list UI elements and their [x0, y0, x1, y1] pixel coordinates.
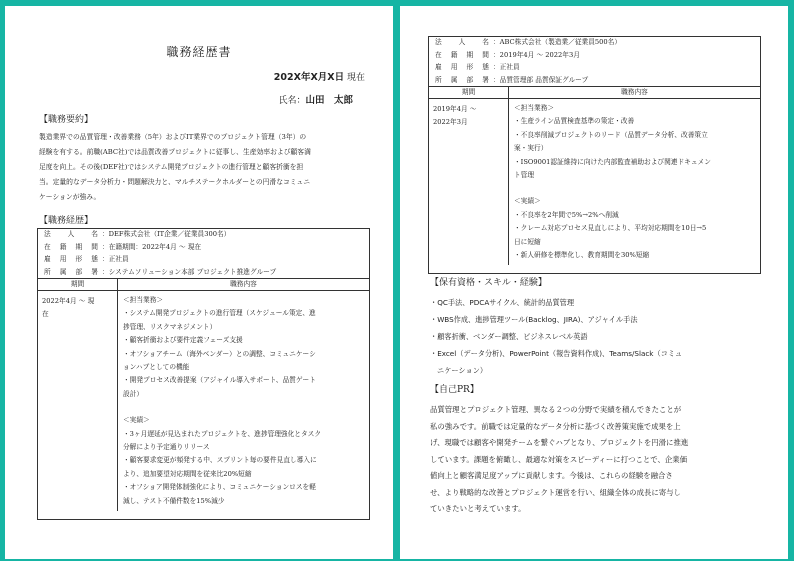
summary-line: ケーションが強み。	[39, 193, 101, 201]
pr-line: げ、現職では顧客や開発チームを繋ぐハブとなり、プロジェクトを円滑に推進	[430, 438, 689, 447]
content-line: ・顧客要求変更が頻発する中、スプリント毎の要件見直し導入に	[123, 456, 317, 465]
period-line: 2019年4月 〜	[433, 105, 477, 113]
info-label: 法人名	[435, 38, 489, 46]
pr-paragraph	[430, 402, 775, 518]
info-label: 所属部署	[435, 75, 489, 84]
period-header: 期間	[38, 279, 118, 290]
document-title: 職務経歴書	[166, 45, 232, 59]
content-header: 職務内容	[621, 88, 648, 96]
date-line	[274, 69, 365, 83]
period-header: 期間	[429, 87, 509, 98]
name-label: 氏名：	[278, 96, 306, 106]
content-line: 捗管理、リスクマネジメント）	[123, 322, 217, 331]
info-value: ：在籍期間：2022年4月 〜 現在	[102, 242, 202, 251]
content-line: ＜実績＞	[123, 416, 150, 425]
job-table-abc	[428, 36, 761, 274]
content-cell	[118, 291, 369, 511]
document-page-2	[400, 6, 788, 559]
period-cell	[38, 291, 118, 511]
period-line: 2022年3月	[433, 118, 468, 126]
content-line: ＜担当業務＞	[123, 296, 164, 304]
content-line: ＜担当業務＞	[514, 104, 555, 112]
pr-line: しています。課題を俯瞰し、最適な対策をスピーディーに打つことで、企業価	[430, 454, 688, 464]
period-cell	[429, 99, 509, 265]
document-page-1	[5, 6, 393, 559]
content-line: ・ISO9001認証維持に向けた内部監査補助および関連ドキュメン	[514, 157, 711, 166]
list-item: ・Excel（データ分析)、PowerPoint（報告資料作成)、Teams/Slack（コミュ	[430, 349, 683, 358]
skills-list	[430, 294, 775, 379]
content-line: ・不良率を2年間で5%→2%へ削減	[514, 210, 619, 219]
date-suffix: 現在	[346, 73, 365, 83]
content-line: ・3ヶ月遅延が見込まれたプロジェクトを、進捗管理強化とタスク	[123, 429, 322, 438]
summary-line: 足度を向上。その後(DEF社)ではシステム開発プロジェクトの進行管理と顧客折衝を担	[39, 163, 304, 171]
info-value: ：ABC株式会社（製造業／従業員500名）	[493, 38, 622, 46]
list-item: ・顧客折衝、ベンダー調整、ビジネスレベル英語	[430, 332, 588, 341]
content-line: ・顧客折衝および要件定義フェーズ支援	[123, 336, 243, 345]
content-line: ・クレーム対応プロセス見直しにより、平均対応期間を10日→5	[514, 224, 707, 233]
info-value: ：DEF株式会社（IT企業／従業員300名）	[102, 230, 231, 238]
content-line: 案・実行）	[514, 144, 548, 153]
list-item: ・QC手法、PDCAサイクル、統計的品質管理	[430, 298, 575, 307]
pr-line: 品質管理とプロジェクト管理、異なる２つの分野で実績を積んできたことが	[430, 405, 682, 414]
content-line: より、追加要望対応期間を従来比20%短縮	[123, 469, 252, 478]
table-header-row	[429, 87, 760, 99]
content-line: ト管理	[514, 171, 535, 180]
info-row	[429, 50, 760, 63]
pr-line: ていきたいと考えています。	[430, 504, 526, 513]
content-line: ・開発プロセス改善提案（アジャイル導入サポート、品質ゲート	[123, 376, 316, 385]
content-line: 日に短縮	[514, 237, 541, 246]
content-line: ョンハブとしての機能	[123, 363, 190, 372]
content-line: ＜実績＞	[514, 197, 541, 206]
info-label: 在籍期間	[435, 50, 489, 59]
applicant-name: 山田 太郎	[305, 95, 353, 106]
info-label: 雇用形態	[44, 255, 98, 263]
info-row	[429, 75, 760, 88]
info-value: ：正社員	[493, 63, 520, 71]
pr-line: 値向上と顧客満足度アップに貢献します。今後は、これらの経験を融合さ	[430, 471, 673, 480]
pr-line: せ、より戦略的な改善とプロジェクト運営を行い、組織全体の成長に寄与し	[430, 487, 681, 497]
table-body-row	[429, 99, 760, 265]
job-table-def	[37, 228, 370, 520]
content-line: 減し、テスト不備件数を15%減少	[123, 496, 225, 505]
info-label: 雇用形態	[435, 63, 489, 71]
table-body-row	[38, 291, 369, 511]
info-label: 法人名	[44, 230, 98, 238]
summary-heading: 【職務要約】	[39, 115, 94, 125]
period-line: 在	[42, 310, 49, 318]
info-label: 所属部署	[44, 267, 98, 276]
content-line: ・新人研修を標準化し、教育期間を30%短縮	[514, 251, 650, 260]
info-row	[429, 37, 760, 50]
info-value: ：システムソリューション本部 プロジェクト推進グループ	[102, 267, 277, 276]
pr-heading: 【自己PR】	[430, 385, 479, 395]
content-spacer	[514, 182, 755, 195]
info-value: ：品質管理部 品質保証グループ	[493, 75, 589, 84]
info-row	[38, 267, 369, 280]
content-line: ・不良率削減プロジェクトのリード（品質データ分析、改善策立	[514, 130, 708, 139]
content-cell	[509, 99, 760, 265]
summary-line: 当。定量的なデータ分析力・問題解決力と、マルチステークホルダーとの円滑なコミュニ	[39, 178, 311, 186]
info-label: 在籍期間	[44, 242, 98, 251]
content-spacer	[123, 401, 364, 414]
document-date: 202X年X月X日	[273, 72, 345, 83]
info-row	[38, 254, 369, 267]
list-item: ・WBS作成、進捗管理ツール(Backlog、JIRA)、アジャイル手法	[430, 315, 638, 324]
info-value: ：正社員	[102, 255, 129, 263]
info-row	[38, 242, 369, 255]
summary-paragraph	[39, 130, 379, 205]
content-line: ・オフショア開発体制強化により、コミュニケーションロスを軽	[123, 483, 316, 492]
list-item: ニケーション）	[437, 366, 488, 375]
period-line: 2022年4月 〜 現	[42, 297, 95, 305]
name-line	[278, 92, 353, 106]
content-line: 分解により予定通りリリース	[123, 443, 210, 452]
summary-line: 製造業界での品質管理・改善業務（5年）およびIT業界でのプロジェクト管理（3年）の	[39, 133, 307, 141]
history-heading: 【職務経歴】	[39, 216, 94, 226]
content-line: 設計）	[123, 389, 144, 398]
skills-heading: 【保有資格・スキル・経験】	[430, 278, 547, 288]
info-row	[38, 229, 369, 242]
info-row	[429, 62, 760, 75]
content-line: ・システム開発プロジェクトの進行管理（スケジュール策定、進	[123, 309, 316, 318]
info-value: ：2019年4月 〜 2022年3月	[493, 50, 580, 59]
pr-line: 私の強みです。前職では定量的なデータ分析に基づく改善策実施で成果を上	[430, 421, 681, 431]
content-line: ・生産ライン品質検査基準の策定・改善	[514, 117, 635, 126]
summary-line: 経験を有する。前職(ABC社)では品質改善プロジェクトに従事し、生産効率および顧客満	[39, 148, 311, 156]
table-header-row	[38, 279, 369, 291]
content-line: ・オフショアチーム（海外ベンダー）との調整、コミュニケーシ	[123, 349, 316, 358]
content-header: 職務内容	[230, 280, 257, 288]
